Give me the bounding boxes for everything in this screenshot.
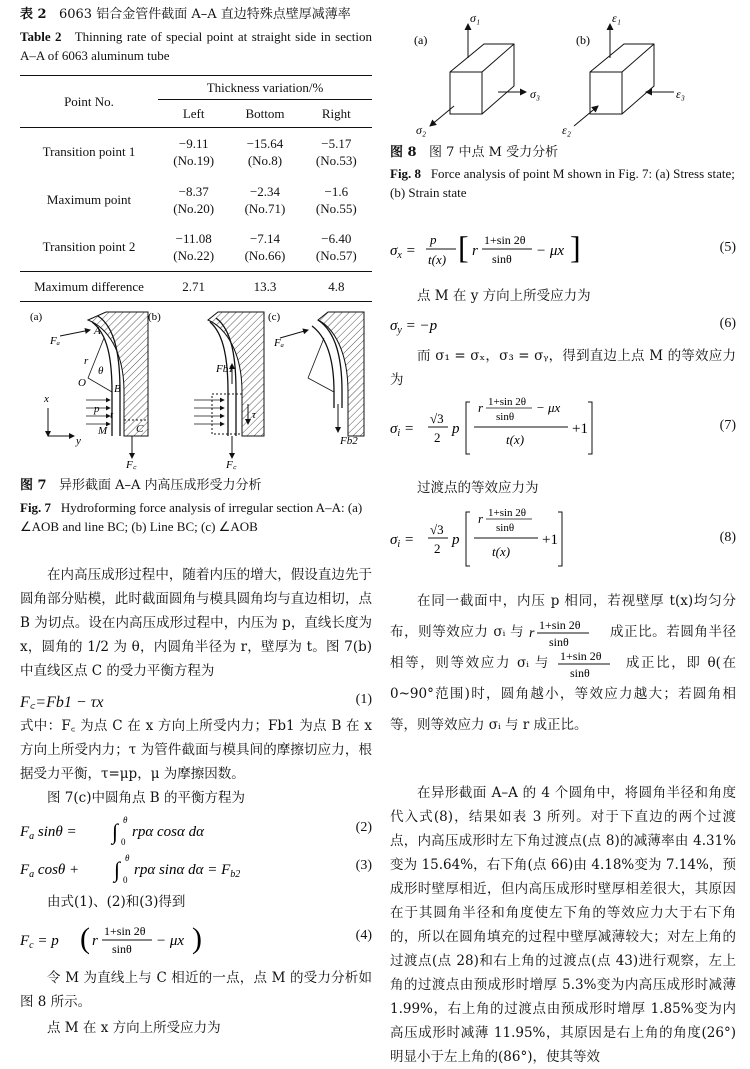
fig8-cn-label: 图 8 (390, 145, 417, 160)
fig7-label-theta: θ (98, 365, 104, 377)
svg-text:σi =: $\sigma_i$ = (390, 421, 415, 439)
equation-3 (20, 850, 372, 886)
fig8-caption-cn (390, 144, 736, 162)
table2-cn-title: 6063 铝合金管件截面 A–A 直边特殊点壁厚减薄率 (58, 7, 351, 22)
equation-7-number: (7) (719, 418, 736, 433)
svg-text:p: p (452, 532, 460, 548)
svg-text:r: r (529, 625, 535, 641)
svg-text:√3: √3 (430, 411, 444, 426)
cell: −1.6 (No.55) (315, 183, 357, 216)
right-paragraph-1: 点 M 在 y 方向上所受应力为 (417, 288, 591, 304)
svg-text:σi =: $\sigma_i$ = (390, 532, 415, 550)
fig8-sigma2: σ₂ (416, 123, 427, 137)
fig7-label-fb1: Fb1 (216, 363, 234, 375)
fig7-label-b: B (114, 383, 121, 395)
svg-text:1+sin 2θ: 1+sin 2θ (559, 648, 602, 663)
svg-text:[: [ (458, 229, 469, 265)
fig7-label-p: p (94, 403, 100, 415)
svg-text:Fa cosθ +: $F_a$ cosθ + (20, 862, 80, 880)
table2 (20, 75, 372, 302)
figure8 (390, 10, 736, 138)
cell: −15.64 (No.8) (246, 135, 284, 168)
svg-text:rpα cosα dα: rpα cosα dα (132, 824, 204, 840)
equation-2-formula (20, 812, 320, 848)
fig7-label-m: M (98, 425, 108, 437)
svg-text:rpα sinα dα = Fb2: rpα sinα $d\alpha = F_{b2}$ (134, 862, 241, 880)
svg-text:2: 2 (434, 430, 441, 445)
inline-fraction-2 (556, 649, 620, 679)
equation-4 (20, 920, 372, 960)
right-paragraph-4b: 成正比。若圆角半径相等，则等效应力 σᵢ 与 (390, 624, 737, 671)
equation-5-formula (390, 228, 690, 272)
svg-text:0: 0 (123, 875, 128, 885)
cell: 2.71 (182, 278, 206, 294)
col-point-header: Point No. (64, 93, 114, 109)
svg-text:sinθ: sinθ (112, 942, 132, 956)
fig8-cn-title: 图 7 中点 M 受力分析 (428, 145, 559, 160)
equation-8-formula (390, 506, 690, 572)
cell: −6.40 (No.57) (315, 231, 357, 264)
fig8-eps2: ε₂ (562, 123, 571, 137)
svg-text:− μx: − μx (156, 933, 185, 949)
fig7-label-fa: Fₐ (50, 335, 60, 347)
cell: 13.3 (253, 278, 277, 294)
left-paragraph-1: 在内高压成形过程中，随着内压的增大，假设直边先于圆角部分贴模，此时截面圆角与模具圆角均与直边相切，点 B 为切点。设在内高压成形过程中，内压为 p，直线长度为 x，圆角的 1/2 为 θ，内圆角半径为 r，壁厚为 t。图 7(b)中直线区点 C 的受力平衡方程为 (20, 567, 372, 679)
row-name: Transition point 1 (42, 143, 136, 159)
svg-text:r: r (92, 933, 98, 949)
equation-1-body: F꜀=Fb1 − τx (20, 694, 104, 711)
right-paragraph-2: 而 σ₁ = σₓ，σ₃ = σᵧ，得到直边上点 M 的等效应力为 (390, 348, 736, 388)
svg-text:θ: θ (123, 815, 128, 825)
svg-text:2: 2 (434, 541, 441, 556)
svg-text:sinθ: sinθ (496, 522, 515, 534)
inline-fraction-1 (529, 618, 605, 648)
fig7-en-label: Fig. 7 (20, 500, 52, 515)
right-paragraph-5: 在异形截面 A–A 的 4 个圆角中，将圆角半径和角度代入式(8)，结果如表 3 所列。对于下直边的两个过渡点，内高压成形时左下角过渡点(点 8)的减薄率由 4.31%变为 15.64%，右下角(点 66)由 4.18%变为 7.14%，预成形时壁厚相近，但内高压成形时壁厚相差很大，其原因在于其圆角半径和角度使左下角的等效应力大于右下角的，所以在圆角填充的过程中壁厚减薄较大；对左上角的过渡点(点 28)和右上角的过渡点(点 43)进行观察，左上角的过渡点由预成形时增厚 5.3%变为内高压成形时减薄 1.99%，右上角的过渡点由预成形时增厚 1.85%变为内高压成形时减薄 11.95%，其原因是右上角的角度(26°)明显小于左上角的(86°)，使其等效 (390, 785, 736, 1065)
svg-text:r: r (478, 511, 484, 526)
equation-6-formula (390, 308, 590, 342)
fig7-caption-cn (20, 477, 372, 495)
svg-text:(: ( (80, 922, 90, 955)
fig7-label-t: t (110, 409, 114, 421)
table2-caption-cn (20, 6, 372, 24)
svg-text:+1: +1 (572, 421, 588, 437)
svg-text:p: p (430, 232, 437, 247)
fig7-label-c: C (136, 423, 144, 435)
equation-2-number: (2) (355, 820, 372, 835)
svg-text:r: r (478, 400, 484, 415)
equation-3-formula (20, 850, 320, 886)
cell: −7.14 (No.66) (244, 231, 286, 264)
fig7-label-fb2: Fb2 (340, 435, 358, 447)
equation-1-number: (1) (355, 692, 372, 707)
svg-text:r: r (472, 243, 478, 259)
equation-7-formula (390, 396, 690, 460)
figure8-drawing (390, 10, 736, 138)
fig8-en-label: Fig. 8 (390, 166, 422, 181)
right-paragraph-4 (390, 586, 736, 741)
svg-text:Fc = p: $F_c = p$ (20, 933, 59, 951)
svg-text:0: 0 (121, 837, 126, 847)
svg-text:t(x): t(x) (428, 252, 447, 267)
figure7 (28, 308, 368, 470)
right-paragraph-4a: 在同一截面中，内压 p 相同，若视壁厚 t(x)均匀分布，则等效应力 σᵢ 与 (390, 593, 736, 640)
left-paragraph-3: 图 7(c)中圆角点 B 的平衡方程为 (47, 790, 245, 806)
svg-text:1+sin 2θ: 1+sin 2θ (488, 507, 527, 519)
svg-text:− μx: − μx (536, 400, 561, 415)
fig7-en-title: Hydroforming force analysis of irregular section A–A: (a) ∠AOB and line BC; (b) Line BC; (c) ∠AOB (20, 500, 363, 534)
svg-text:]: ] (570, 229, 581, 265)
svg-text:1+sin 2θ: 1+sin 2θ (539, 617, 581, 632)
fig7-label-x: x (44, 393, 49, 405)
table-row (20, 176, 372, 224)
svg-text:∫: ∫ (114, 857, 121, 882)
table2-en-label: Table 2 (20, 29, 62, 44)
equation-5 (390, 228, 736, 272)
svg-text:− μx: − μx (536, 243, 565, 259)
equation-4-number: (4) (355, 928, 372, 943)
col-left-header: Left (182, 105, 205, 121)
fig7-panel-b (148, 311, 264, 470)
fig7-cn-label: 图 7 (20, 478, 47, 493)
equation-6-number: (6) (719, 316, 736, 331)
svg-text:): ) (192, 922, 202, 955)
right-column (390, 0, 737, 1065)
table-row (20, 128, 372, 176)
fig7-caption-en (20, 498, 372, 536)
equation-8 (390, 506, 736, 572)
fig7-panel-b-label: (b) (148, 311, 161, 323)
row-name: Maximum difference (34, 278, 144, 294)
fig7-label-o: O (78, 377, 86, 389)
fig7-panel-a-label: (a) (30, 311, 43, 323)
fig7-label-a: A (94, 325, 101, 337)
left-paragraph-5: 令 M 为直线上与 C 相近的一点，点 M 的受力分析如图 8 所示。 (20, 970, 372, 1010)
svg-text:∫: ∫ (112, 819, 119, 844)
fig7-label-fa-c: Fₐ (274, 337, 284, 349)
equation-7 (390, 396, 736, 460)
cell: −2.34 (No.71) (244, 183, 286, 216)
svg-text:1+sin 2θ: 1+sin 2θ (484, 233, 526, 247)
left-paragraph-4: 由式(1)、(2)和(3)得到 (47, 894, 186, 910)
col-bottom-header: Bottom (245, 105, 285, 121)
svg-text:sinθ: sinθ (492, 252, 512, 266)
fig8-sigma3: σ₃ (530, 87, 541, 101)
svg-text:√3: √3 (430, 522, 444, 537)
cell: −11.08 (No.22) (173, 231, 215, 264)
cell: −5.17 (No.53) (315, 135, 357, 168)
fig8-eps3: ε₃ (676, 87, 685, 101)
right-paragraph-4c: 成正比，即 θ(在 0~90°范围)时，圆角越小，等效应力越大；若圆角相等，则等效应力 σᵢ 与 r 成正比。 (390, 655, 737, 733)
svg-text:p: p (452, 421, 460, 437)
table-row (20, 272, 372, 302)
table2-cn-label: 表 2 (20, 7, 47, 22)
fig8-panel-a (414, 11, 540, 137)
svg-text:σy = −p: $\sigma_y = -p$ (390, 318, 438, 336)
fig8-panel-b (562, 11, 685, 137)
fig8-en-title: Force analysis of point M shown in Fig. 7: (a) Stress state; (b) Strain state (390, 166, 735, 200)
equation-8-number: (8) (719, 530, 736, 545)
table2-caption-en (20, 27, 372, 65)
fig7-cn-title: 异形截面 A–A 内高压成形受力分析 (58, 478, 262, 493)
fig7-label-r: r (84, 355, 89, 367)
fig7-panel-a (30, 311, 148, 470)
svg-text:θ: θ (125, 853, 130, 863)
fig7-label-fc: F꜀ (126, 459, 137, 470)
fig7-label-tau: τ (252, 409, 256, 421)
fig8-sigma1: σ₁ (470, 11, 481, 25)
svg-text:t(x): t(x) (506, 432, 525, 447)
figure7-drawing (28, 308, 368, 470)
equation-6 (390, 308, 736, 342)
cell: 4.8 (328, 278, 345, 294)
right-paragraph-3: 过渡点的等效应力为 (417, 480, 539, 496)
left-paragraph-6: 点 M 在 x 方向上所受应力为 (47, 1020, 221, 1036)
fig8-eps1: ε₁ (612, 11, 621, 25)
fig7-label-fc-b: F꜀ (226, 459, 237, 470)
fig8-caption-en (390, 164, 736, 202)
svg-text:σx =: $\sigma_x$ = (390, 243, 416, 261)
cell: −8.37 (No.20) (173, 183, 215, 216)
svg-text:+1: +1 (542, 532, 558, 548)
fig7-label-y: y (76, 435, 81, 447)
fig8-panel-a-label: (a) (414, 33, 428, 47)
left-column (20, 0, 372, 1051)
svg-text:1+sin 2θ: 1+sin 2θ (488, 396, 527, 408)
svg-text:t(x): t(x) (492, 544, 511, 559)
svg-text:sinθ: sinθ (549, 634, 569, 648)
equation-2 (20, 812, 372, 848)
fig7-panel-c (268, 311, 364, 447)
col-group-header: Thickness variation/% (158, 76, 372, 100)
fig7-panel-c-label: (c) (268, 311, 281, 323)
cell: −9.11 (No.19) (173, 135, 215, 168)
svg-text:sinθ: sinθ (496, 411, 515, 423)
table2-en-title: Thinning rate of special point at straight side in section A–A of 6063 aluminum tube (20, 29, 372, 63)
row-name: Maximum point (46, 191, 132, 207)
fig8-panel-b-label: (b) (576, 33, 590, 47)
table-row (20, 224, 372, 272)
svg-text:sinθ: sinθ (569, 665, 590, 679)
equation-3-number: (3) (355, 858, 372, 873)
equation-4-formula (20, 920, 320, 960)
equation-1 (20, 684, 372, 718)
left-paragraph-2: 式中：F꜀ 为点 C 在 x 方向上所受内力；Fb1 为点 B 在 x 方向上所受内力；τ 为管件截面与模具间的摩擦切应力，根据受力平衡，τ=μp，μ 为摩擦因数。 (20, 718, 372, 782)
svg-text:1+sin 2θ: 1+sin 2θ (104, 924, 146, 938)
svg-text:Fa sinθ =: $F_a$ sinθ = (20, 824, 77, 842)
row-name: Transition point 2 (42, 239, 136, 255)
col-right-header: Right (321, 105, 351, 121)
equation-5-number: (5) (719, 240, 736, 255)
